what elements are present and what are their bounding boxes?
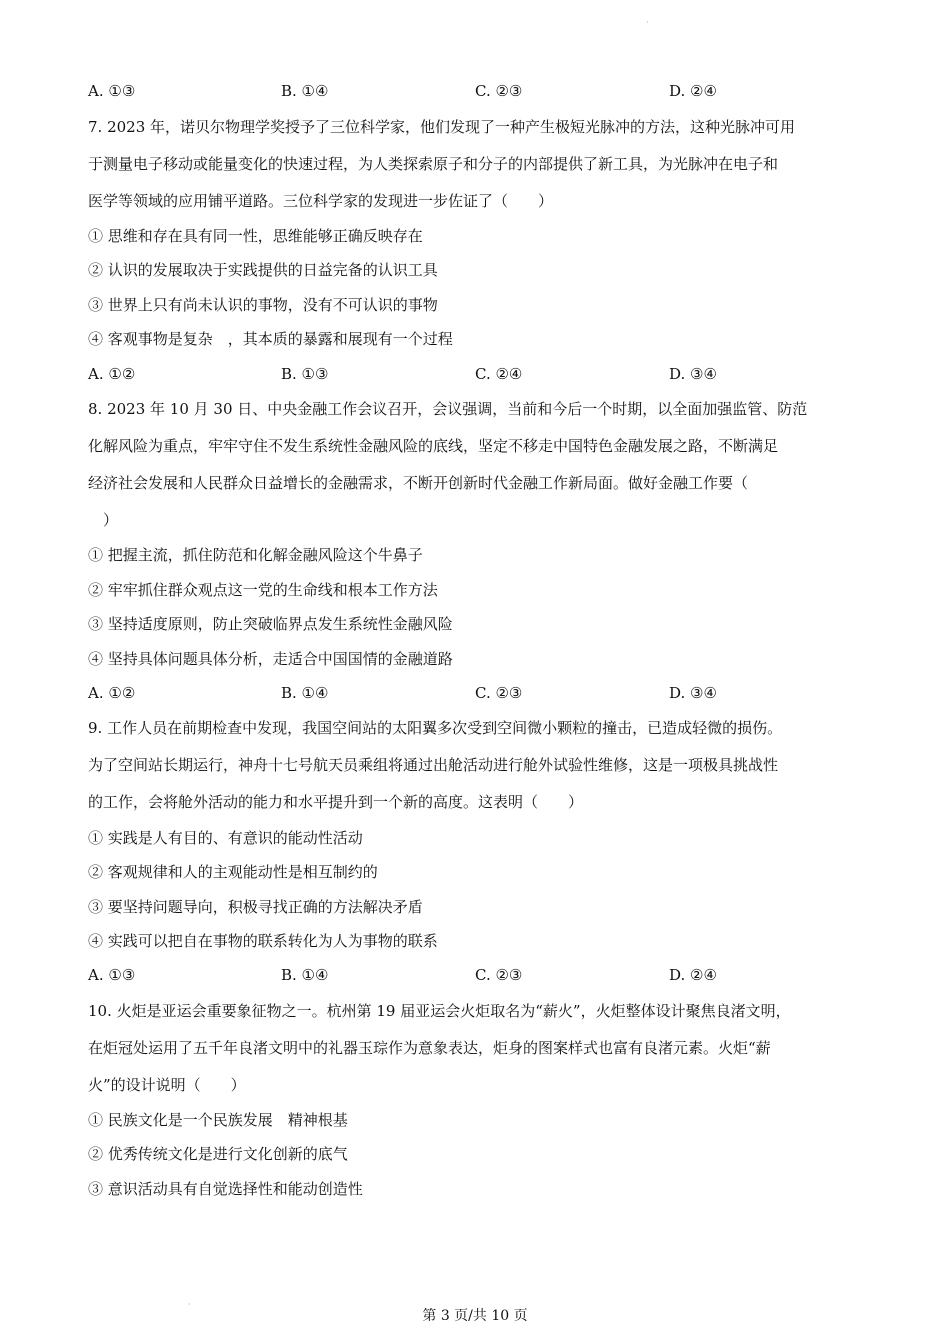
statement-item: ② 牢牢抓住群众观点这一党的生命线和根本工作方法 bbox=[88, 581, 438, 599]
statement-item: ③ 坚持适度原则，防止突破临界点发生系统性金融风险 bbox=[88, 615, 453, 633]
statement-item: ③ 意识活动具有自觉选择性和能动创造性 bbox=[88, 1180, 363, 1198]
statement-item: ② 优秀传统文化是进行文化创新的底气 bbox=[88, 1145, 348, 1163]
statement-item: ① 实践是人有目的、有意识的能动性活动 bbox=[88, 829, 363, 847]
question-stem-line: 医学等领域的应用铺平道路。三位科学家的发现进一步佐证了（ ） bbox=[88, 192, 554, 210]
option-c: C. ②④ bbox=[475, 365, 523, 383]
option-b: B. ①④ bbox=[281, 82, 329, 100]
question-stem-line: 7. 2023 年，诺贝尔物理学奖授予了三位科学家，他们发现了一种产生极短光脉冲的方法，这种光脉冲可用 bbox=[88, 118, 796, 136]
statement-item: ④ 坚持具体问题具体分析，走适合中国国情的金融道路 bbox=[88, 650, 453, 668]
statement-item: ① 思维和存在具有同一性，思维能够正确反映存在 bbox=[88, 227, 423, 245]
question-stem-line: 在炬冠处运用了五千年良渚文明中的礼器玉琮作为意象表达，炬身的图案样式也富有良渚元素。火炬“薪 bbox=[88, 1039, 771, 1057]
option-b: B. ①④ bbox=[281, 684, 329, 702]
option-d: D. ③④ bbox=[669, 684, 717, 702]
statement-item: ② 认识的发展取决于实践提供的日益完备的认识工具 bbox=[88, 261, 438, 279]
question-stem-line: 的工作，会将舱外活动的能力和水平提升到一个新的高度。这表明（ ） bbox=[88, 793, 584, 811]
scan-dot-top: · bbox=[646, 18, 649, 27]
scan-dot-bottom: · bbox=[188, 1300, 191, 1309]
option-d: D. ②④ bbox=[669, 966, 717, 984]
question-stem-line: 8. 2023 年 10 月 30 日、中央金融工作会议召开，会议强调，当前和今后一个时期，以全面加强监管、防范 bbox=[88, 400, 808, 418]
option-a: A. ①② bbox=[88, 684, 136, 702]
option-a: A. ①③ bbox=[88, 82, 136, 100]
question-stem-line: ） bbox=[88, 511, 119, 529]
page-footer: 第 3 页/共 10 页 bbox=[422, 1308, 528, 1324]
option-b: B. ①④ bbox=[281, 966, 329, 984]
statement-item: ④ 实践可以把自在事物的联系转化为人为事物的联系 bbox=[88, 932, 438, 950]
statement-item: ③ 世界上只有尚未认识的事物，没有不可认识的事物 bbox=[88, 296, 438, 314]
option-d: D. ②④ bbox=[669, 82, 717, 100]
statement-item: ② 客观规律和人的主观能动性是相互制约的 bbox=[88, 863, 378, 881]
option-c: C. ②③ bbox=[475, 82, 523, 100]
question-stem-line: 为了空间站长期运行，神舟十七号航天员乘组将通过出舱活动进行舱外试验性维修，这是一项极具挑战性 bbox=[88, 756, 779, 774]
question-stem-line: 化解风险为重点，牢牢守住不发生系统性金融风险的底线，坚定不移走中国特色金融发展之路，不断满足 bbox=[88, 437, 779, 455]
statement-item: ① 民族文化是一个民族发展 精神根基 bbox=[88, 1111, 348, 1129]
option-c: C. ②③ bbox=[475, 966, 523, 984]
question-stem-line: 于测量电子移动或能量变化的快速过程，为人类探索原子和分子的内部提供了新工具，为光脉冲在电子和 bbox=[88, 155, 779, 173]
option-a: A. ①③ bbox=[88, 966, 136, 984]
option-b: B. ①③ bbox=[281, 365, 329, 383]
question-stem-line: 经济社会发展和人民群众日益增长的金融需求，不断开创新时代金融工作新局面。做好金融工作要（ bbox=[88, 474, 749, 492]
statement-item: ① 把握主流，抓住防范和化解金融风险这个牛鼻子 bbox=[88, 546, 423, 564]
statement-item: ④ 客观事物是复杂 ，其本质的暴露和展现有一个过程 bbox=[88, 330, 453, 348]
option-a: A. ①② bbox=[88, 365, 136, 383]
question-stem-line: 10. 火炬是亚运会重要象征物之一。杭州第 19 届亚运会火炬取名为“薪火”，火炬整体设计聚焦良渚文明， bbox=[88, 1002, 791, 1020]
option-d: D. ③④ bbox=[669, 365, 717, 383]
question-stem-line: 9. 工作人员在前期检查中发现，我国空间站的太阳翼多次受到空间微小颗粒的撞击，已造成轻微的损伤。 bbox=[88, 719, 783, 737]
question-stem-line: 火”的设计说明（ ） bbox=[88, 1076, 246, 1094]
option-c: C. ②③ bbox=[475, 684, 523, 702]
statement-item: ③ 要坚持问题导向，积极寻找正确的方法解决矛盾 bbox=[88, 898, 423, 916]
